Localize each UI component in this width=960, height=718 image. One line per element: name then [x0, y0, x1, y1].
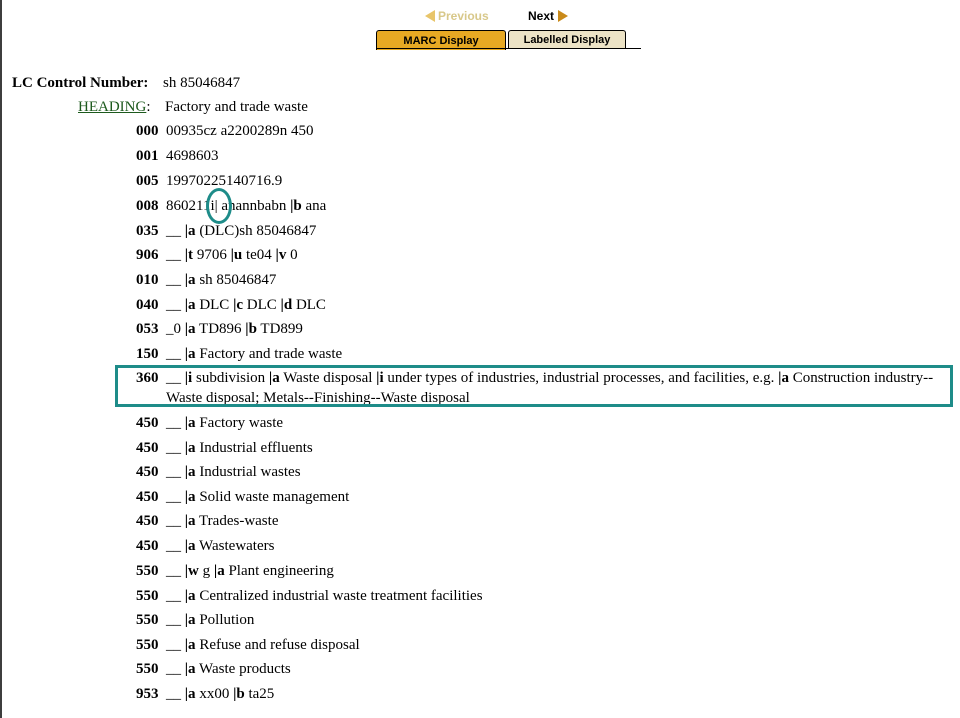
marc-field-value: __ |w g |a Plant engineering: [166, 563, 334, 579]
lc-control-label: LC Control Number:: [12, 75, 149, 91]
subfield-code: |a: [184, 513, 196, 529]
subfield-code: |a: [184, 637, 196, 653]
subfield-code: |a: [778, 370, 789, 386]
subfield-code: |b: [290, 198, 302, 214]
marc-field-value: __ |a Factory waste: [166, 415, 284, 431]
marc-tag-450: 450: [136, 538, 159, 554]
marc-tag-053: 053: [136, 321, 159, 337]
marc-tag-000: 000: [136, 123, 159, 139]
annotation-oval: [206, 188, 232, 224]
previous-link[interactable]: [425, 9, 489, 23]
subfield-code: |w: [184, 563, 199, 579]
subfield-code: |a: [184, 661, 196, 677]
subfield-code: |a: [184, 223, 196, 239]
marc-field-value: __ |a Factory and trade waste: [166, 346, 343, 362]
marc-tag-010: 010: [136, 272, 159, 288]
marc-field-value: __ |a Pollution: [166, 612, 255, 628]
subfield-code: |a: [184, 321, 196, 337]
subfield-code: |a: [184, 272, 196, 288]
marc-field-value: __ |t 9706 |u te04 |v 0: [166, 247, 298, 263]
subfield-code: |a: [184, 686, 196, 702]
marc-tag-450: 450: [136, 440, 159, 456]
heading-value: Factory and trade waste: [165, 99, 308, 115]
marc-tag-035: 035: [136, 223, 159, 239]
next-label: Next: [528, 9, 555, 23]
marc-field-value: __ |a sh 85046847: [166, 272, 277, 288]
marc-field-value: __ |a Refuse and refuse disposal: [166, 637, 360, 653]
heading-colon: :: [146, 99, 151, 115]
subfield-code: |c: [233, 297, 244, 313]
marc-tag-360: 360: [136, 370, 159, 386]
marc-field-value: 860211i| anannbabn |b ana: [166, 198, 327, 214]
marc-field-value: _0 |a TD896 |b TD899: [166, 321, 303, 337]
record-navigation: [0, 9, 960, 27]
marc-field-value: __ |a Trades-waste: [166, 513, 279, 529]
subfield-code: |v: [275, 247, 287, 263]
subfield-code: |d: [280, 297, 293, 313]
marc-field-value: __ |a Centralized industrial waste treatment facilities: [166, 588, 483, 604]
subfield-code: |i: [376, 370, 384, 386]
arrow-right-icon: [558, 10, 568, 22]
tab-marc-display[interactable]: MARC Display: [376, 30, 506, 50]
marc-tag-450: 450: [136, 464, 159, 480]
marc-field-value: __ |a Solid waste management: [166, 489, 350, 505]
tab-labelled-display[interactable]: Labelled Display: [508, 30, 626, 49]
subfield-code: |a: [184, 489, 196, 505]
page-left-border: [0, 0, 2, 718]
marc-field-value: __ |a xx00 |b ta25: [166, 686, 275, 702]
marc-field-value: __ |a DLC |c DLC |d DLC: [166, 297, 326, 313]
marc-tag-040: 040: [136, 297, 159, 313]
previous-label: Previous: [438, 9, 489, 23]
marc-tag-550: 550: [136, 612, 159, 628]
subfield-code: |a: [184, 588, 196, 604]
subfield-code: |a: [184, 297, 196, 313]
marc-tag-001: 001: [136, 148, 159, 164]
subfield-code: |a: [184, 538, 196, 554]
subfield-code: |a: [184, 612, 196, 628]
subfield-code: |a: [213, 563, 225, 579]
marc-field-value: 00935cz a2200289n 450: [166, 123, 314, 139]
heading-label: [78, 96, 151, 118]
subfield-code: |b: [233, 686, 245, 702]
marc-field-value: __ |a Industrial effluents: [166, 440, 313, 456]
subfield-code: |t: [184, 247, 194, 263]
subfield-code: |a: [184, 415, 196, 431]
display-tabs: [376, 30, 641, 50]
lc-control-value: sh 85046847: [163, 75, 241, 91]
subfield-code: |a: [184, 440, 196, 456]
marc-tag-450: 450: [136, 489, 159, 505]
marc-field-value: 4698603: [166, 148, 219, 164]
marc-tag-906: 906: [136, 247, 159, 263]
marc-tag-008: 008: [136, 198, 159, 214]
marc-tag-550: 550: [136, 661, 159, 677]
marc-tag-953: 953: [136, 686, 159, 702]
next-link[interactable]: [528, 9, 568, 23]
arrow-left-icon: [425, 10, 435, 22]
marc-tag-005: 005: [136, 173, 159, 189]
marc-field-value: __ |i subdivision |a Waste disposal |i under types of industries, industrial processes, and facilities, e.g. |a Construction industry--Waste disposal; Metals--Finishing--Waste disposal: [166, 370, 934, 406]
marc-tag-150: 150: [136, 346, 159, 362]
marc-field-value: 19970225140716.9: [166, 173, 283, 189]
heading-link[interactable]: HEADING: [78, 99, 147, 115]
marc-field-value: __ |a Industrial wastes: [166, 464, 301, 480]
marc-field-value: __ |a Wastewaters: [166, 538, 275, 554]
marc-tag-450: 450: [136, 415, 159, 431]
subfield-code: |a: [268, 370, 280, 386]
subfield-code: |b: [245, 321, 257, 337]
subfield-code: |a: [184, 346, 196, 362]
subfield-code: |u: [230, 247, 243, 263]
marc-tag-450: 450: [136, 513, 159, 529]
marc-tag-550: 550: [136, 588, 159, 604]
subfield-code: |a: [184, 464, 196, 480]
marc-tag-550: 550: [136, 563, 159, 579]
marc-field-value: __ |a (DLC)sh 85046847: [166, 223, 317, 239]
marc-tag-550: 550: [136, 637, 159, 653]
subfield-code: |i: [184, 370, 193, 386]
annotation-highlight-box: [115, 365, 953, 407]
tab-baseline: [376, 48, 641, 49]
marc-field-value: __ |a Waste products: [166, 661, 291, 677]
